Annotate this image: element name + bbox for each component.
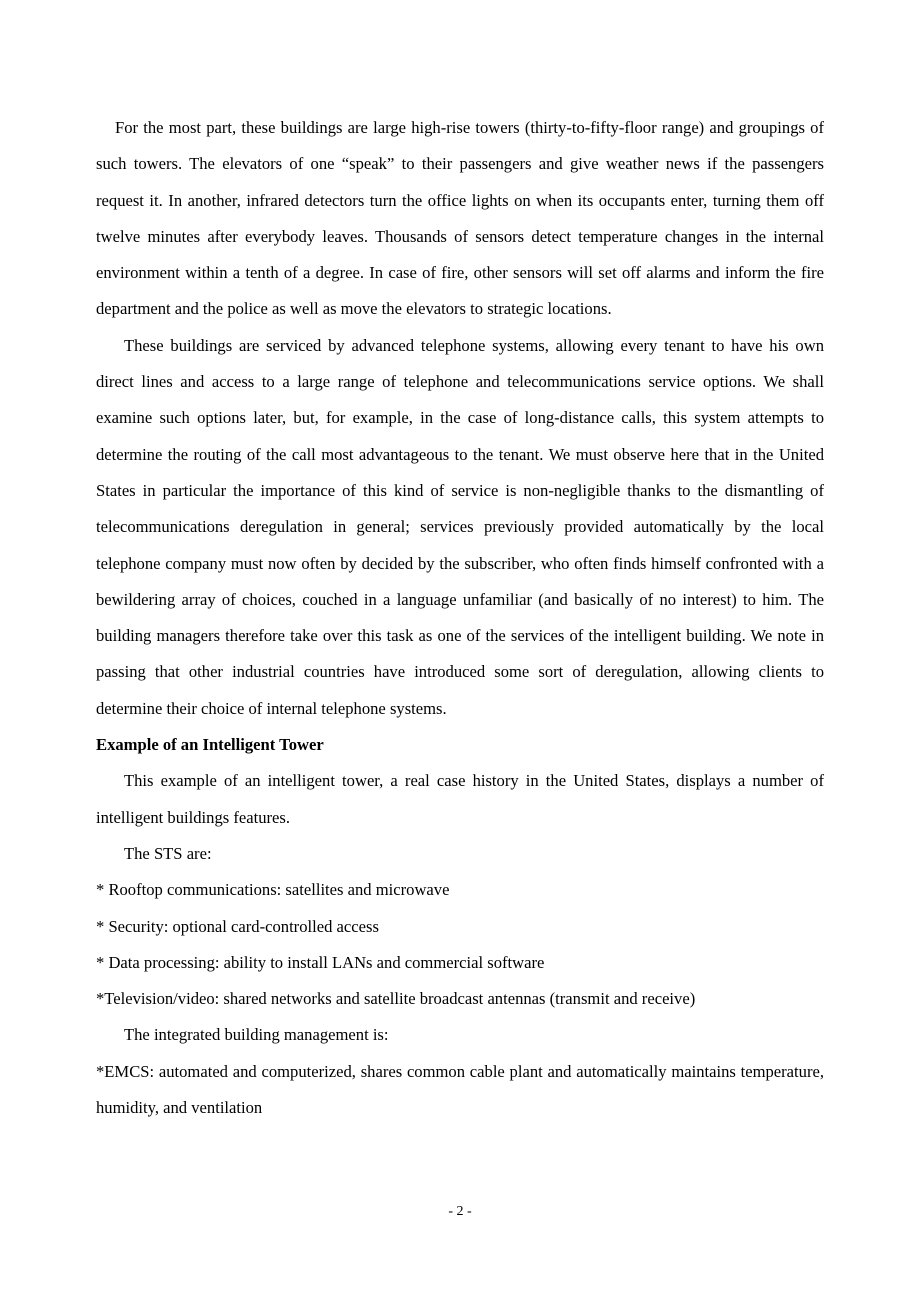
sts-item-rooftop: * Rooftop communications: satellites and microwave xyxy=(96,880,450,900)
page-number: - 2 - xyxy=(448,1204,472,1219)
sts-item-security: * Security: optional card-controlled access xyxy=(96,916,379,936)
page-body xyxy=(96,110,824,1126)
ibm-intro: The integrated building management is: xyxy=(124,1025,389,1045)
paragraph-telephone-systems: These buildings are serviced by advanced telephone systems, allowing every tenant to have his own direct lines and access to a large range of telephone and telecommunications service options. We shall examine such options later, but, for example, in the case of long-distance calls, this system attempts to determine the routing of the call most advantageous to the tenant. We must observe here that in the United States in particular the importance of this kind of service is non-negligible thanks to the dismantling of telecommunications deregulation in general; services previously provided automatically by the local telephone company must now often by decided by the subscriber, who often finds himself confronted with a bewildering array of choices, couched in a language unfamiliar (and basically of no interest) to him. The building managers therefore take over this task as one of the services of the intelligent building. We note in passing that other industrial countries have introduced some sort of deregulation, allowing clients to determine their choice of internal telephone systems. xyxy=(96,335,824,718)
sts-intro: The STS are: xyxy=(124,843,212,863)
section-heading: Example of an Intelligent Tower xyxy=(96,735,324,755)
sts-item-data-processing: * Data processing: ability to install LANs and commercial software xyxy=(96,952,545,972)
paragraph-high-rise-towers: For the most part, these buildings are large high-rise towers (thirty-to-fifty-floor range) and groupings of such towers. The elevators of one “speak” to their passengers and give weather news if the passengers request it. In another, infrared detectors turn the office lights on when its occupants enter, turning them off twelve minutes after everybody leaves. Thousands of sensors detect temperature changes in the internal environment within a tenth of a degree. In case of fire, other sensors will set off alarms and inform the fire department and the police as well as move the elevators to strategic locations. xyxy=(96,118,824,319)
sts-item-television-video: *Television/video: shared networks and satellite broadcast antennas (transmit and receive) xyxy=(96,989,696,1009)
ibm-item-emcs: *EMCS: automated and computerized, shares common cable plant and automatically maintains temperature, humidity, and ventilation xyxy=(96,1061,824,1118)
paragraph-section-intro: This example of an intelligent tower, a real case history in the United States, displays a number of intelligent buildings features. xyxy=(96,771,824,827)
